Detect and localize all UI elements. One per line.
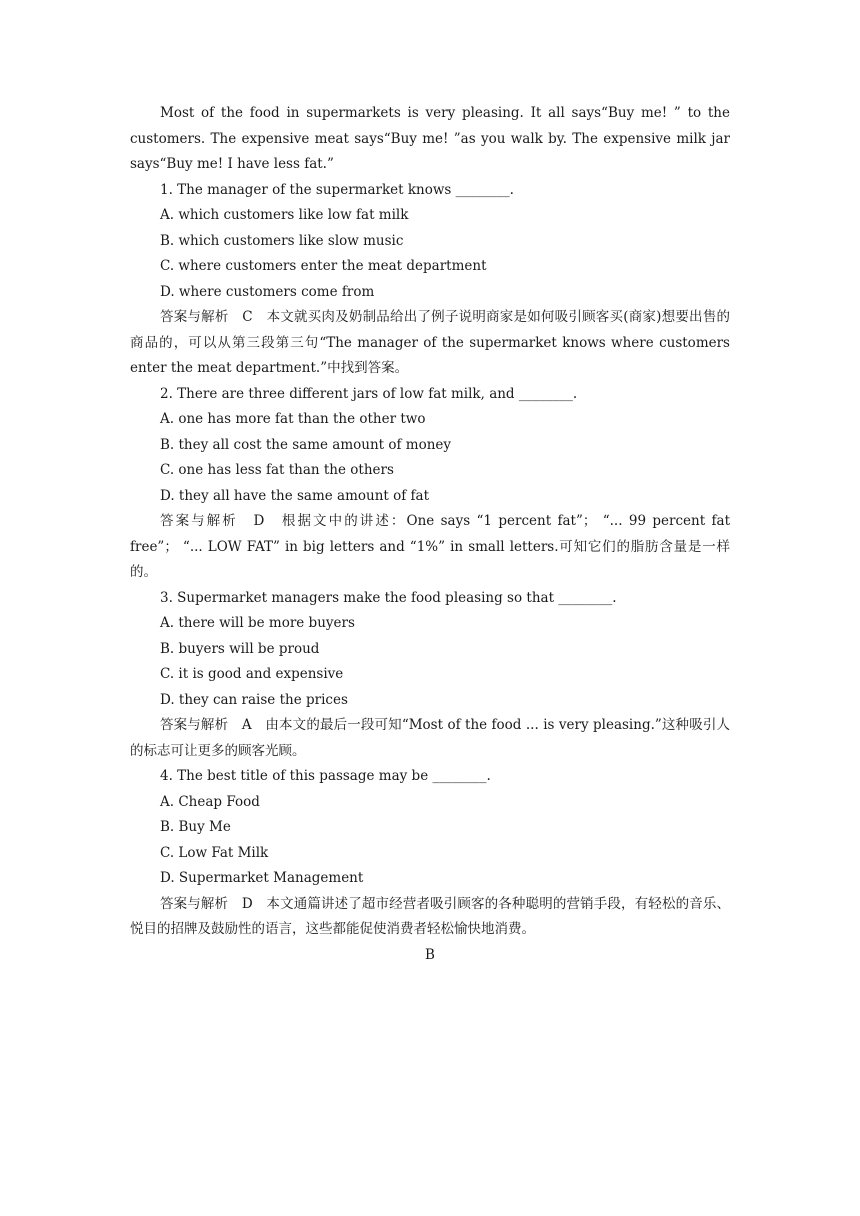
question-4-stem: 4. The best title of this passage may be ________. (160, 768, 491, 784)
question-1-option-c: C. where customers enter the meat department (160, 258, 487, 274)
question-4-option-c: C. Low Fat Milk (160, 844, 269, 861)
question-1-option-a: A. which customers like low fat milk (160, 207, 409, 223)
section-label: B (425, 946, 435, 963)
question-2-option-b: B. they all cost the same amount of money (160, 436, 452, 453)
question-1-stem: 1. The manager of the supermarket knows ________. (160, 181, 514, 198)
document-page (130, 101, 730, 968)
question-4-option-d: D. Supermarket Management (160, 870, 364, 886)
question-3-option-d: D. they can raise the prices (160, 691, 348, 708)
question-2-answer: 答案与解析 D 根据文中的讲述：One says “1 percent fat”； “... 99 percent fat free”； “... LOW FAT” in big letters and “1%” in small letters.可知它们的脂肪含量是一样的。 (130, 513, 730, 580)
question-1-answer: 答案与解析 C 本文就买肉及奶制品给出了例子说明商家是如何吸引顾客买(商家)想要出售的商品的，可以从第三段第三句“The manager of the supermarket knows where customers enter the meat department.”中找到答案。 (130, 309, 730, 376)
question-4-option-b: B. Buy Me (160, 819, 231, 835)
question-2-stem: 2. There are three different jars of low fat milk, and ________. (160, 385, 578, 402)
question-4-option-a: A. Cheap Food (160, 793, 260, 810)
question-3-option-a: A. there will be more buyers (160, 615, 355, 631)
question-2-option-c: C. one has less fat than the others (160, 462, 394, 478)
question-1-option-b: B. which customers like slow music (160, 232, 404, 249)
passage-paragraph: Most of the food in supermarkets is very pleasing. It all says“Buy me! ” to the customers. The expensive meat says“Buy me! ”as you walk by. The expensive milk jar says“Buy me! I have less fat.” (130, 105, 730, 172)
question-2-option-d: D. they all have the same amount of fat (160, 487, 430, 504)
question-3-option-b: B. buyers will be proud (160, 640, 320, 657)
question-3-option-c: C. it is good and expensive (160, 666, 344, 682)
question-1-option-d: D. where customers come from (160, 283, 375, 300)
question-3-answer: 答案与解析 A 由本文的最后一段可知“Most of the food ... is very pleasing.”这种吸引人的标志可让更多的顾客光顾。 (130, 717, 730, 759)
question-2-option-a: A. one has more fat than the other two (160, 411, 426, 427)
question-3-stem: 3. Supermarket managers make the food pleasing so that ________. (160, 589, 617, 606)
question-4-answer: 答案与解析 D 本文通篇讲述了超市经营者吸引顾客的各种聪明的营销手段，有轻松的音乐、悦目的招牌及鼓励性的语言，这些都能促使消费者轻松愉快地消费。 (130, 895, 730, 937)
